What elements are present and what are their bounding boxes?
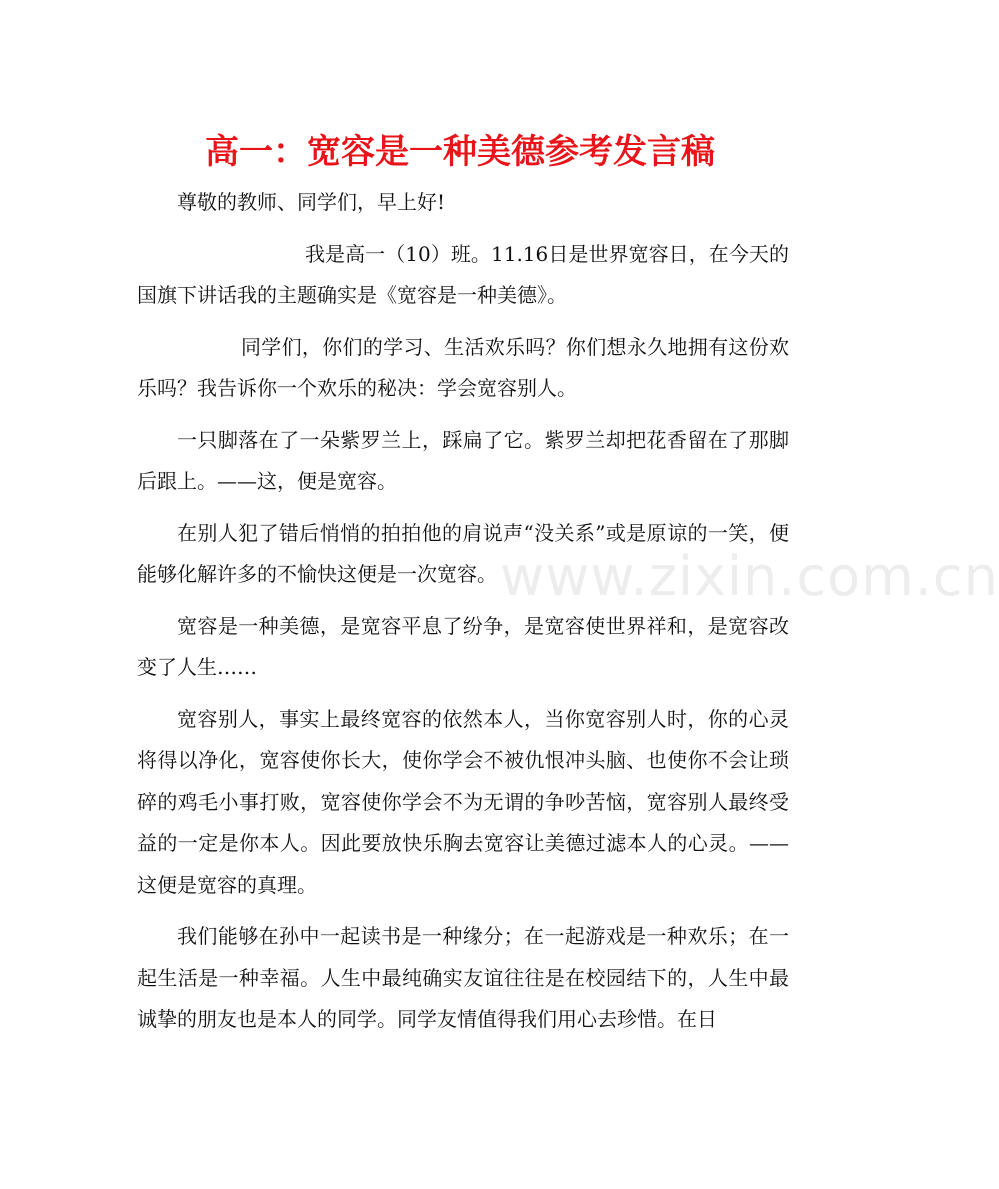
paragraph-benefit: 宽容别人，事实上最终宽容的依然本人，当你宽容别人时，你的心灵将得以净化，宽容使你长大，使你学会不被仇恨冲头脑、也使你不会让琐碎的鸡毛小事打败，宽容使你学会不为无谓的争吵苦恼，宽容别人最终受益的一定是你本人。因此要放快乐胸去宽容让美德过滤本人的心灵。——这便是宽容的真理。 — [137, 706, 789, 897]
watermark: www.zixin.com.cn — [500, 545, 999, 608]
paragraph-greeting: 尊敬的教师、同学们，早上好! — [177, 190, 446, 214]
paragraph-intro: 我是高一（10）班。11.16日是世界宽容日，在今天的国旗下讲话我的主题确实是《宽容是一种美德》。 — [137, 241, 789, 307]
paragraph-question: 同学们，你们的学习、生活欢乐吗？你们想永久地拥有这份欢乐吗？我告诉你一个欢乐的秘决：学会宽容别人。 — [137, 334, 789, 400]
paragraph-forgive: 在别人犯了错后悄悄的拍拍他的肩说声“没关系”或是原谅的一笑，便能够化解许多的不愉快这便是一次宽容。 — [137, 520, 789, 586]
document-body — [137, 182, 789, 1041]
paragraph-virtue: 宽容是一种美德，是宽容平息了纷争，是宽容使世界祥和，是宽容改变了人生…… — [137, 613, 789, 679]
paragraph-violet: 一只脚落在了一朵紫罗兰上，踩扁了它。紫罗兰却把花香留在了那脚后跟上。——这，便是宽容。 — [137, 427, 789, 493]
paragraph-friendship: 我们能够在孙中一起读书是一种缘分；在一起游戏是一种欢乐；在一起生活是一种幸福。人生中最纯确实友谊往往是在校园结下的，人生中最诚挚的朋友也是本人的同学。同学友情值得我们用心去珍惜。在日 — [137, 924, 789, 1031]
page-title: 高一：宽容是一种美德参考发言稿 — [205, 132, 715, 172]
